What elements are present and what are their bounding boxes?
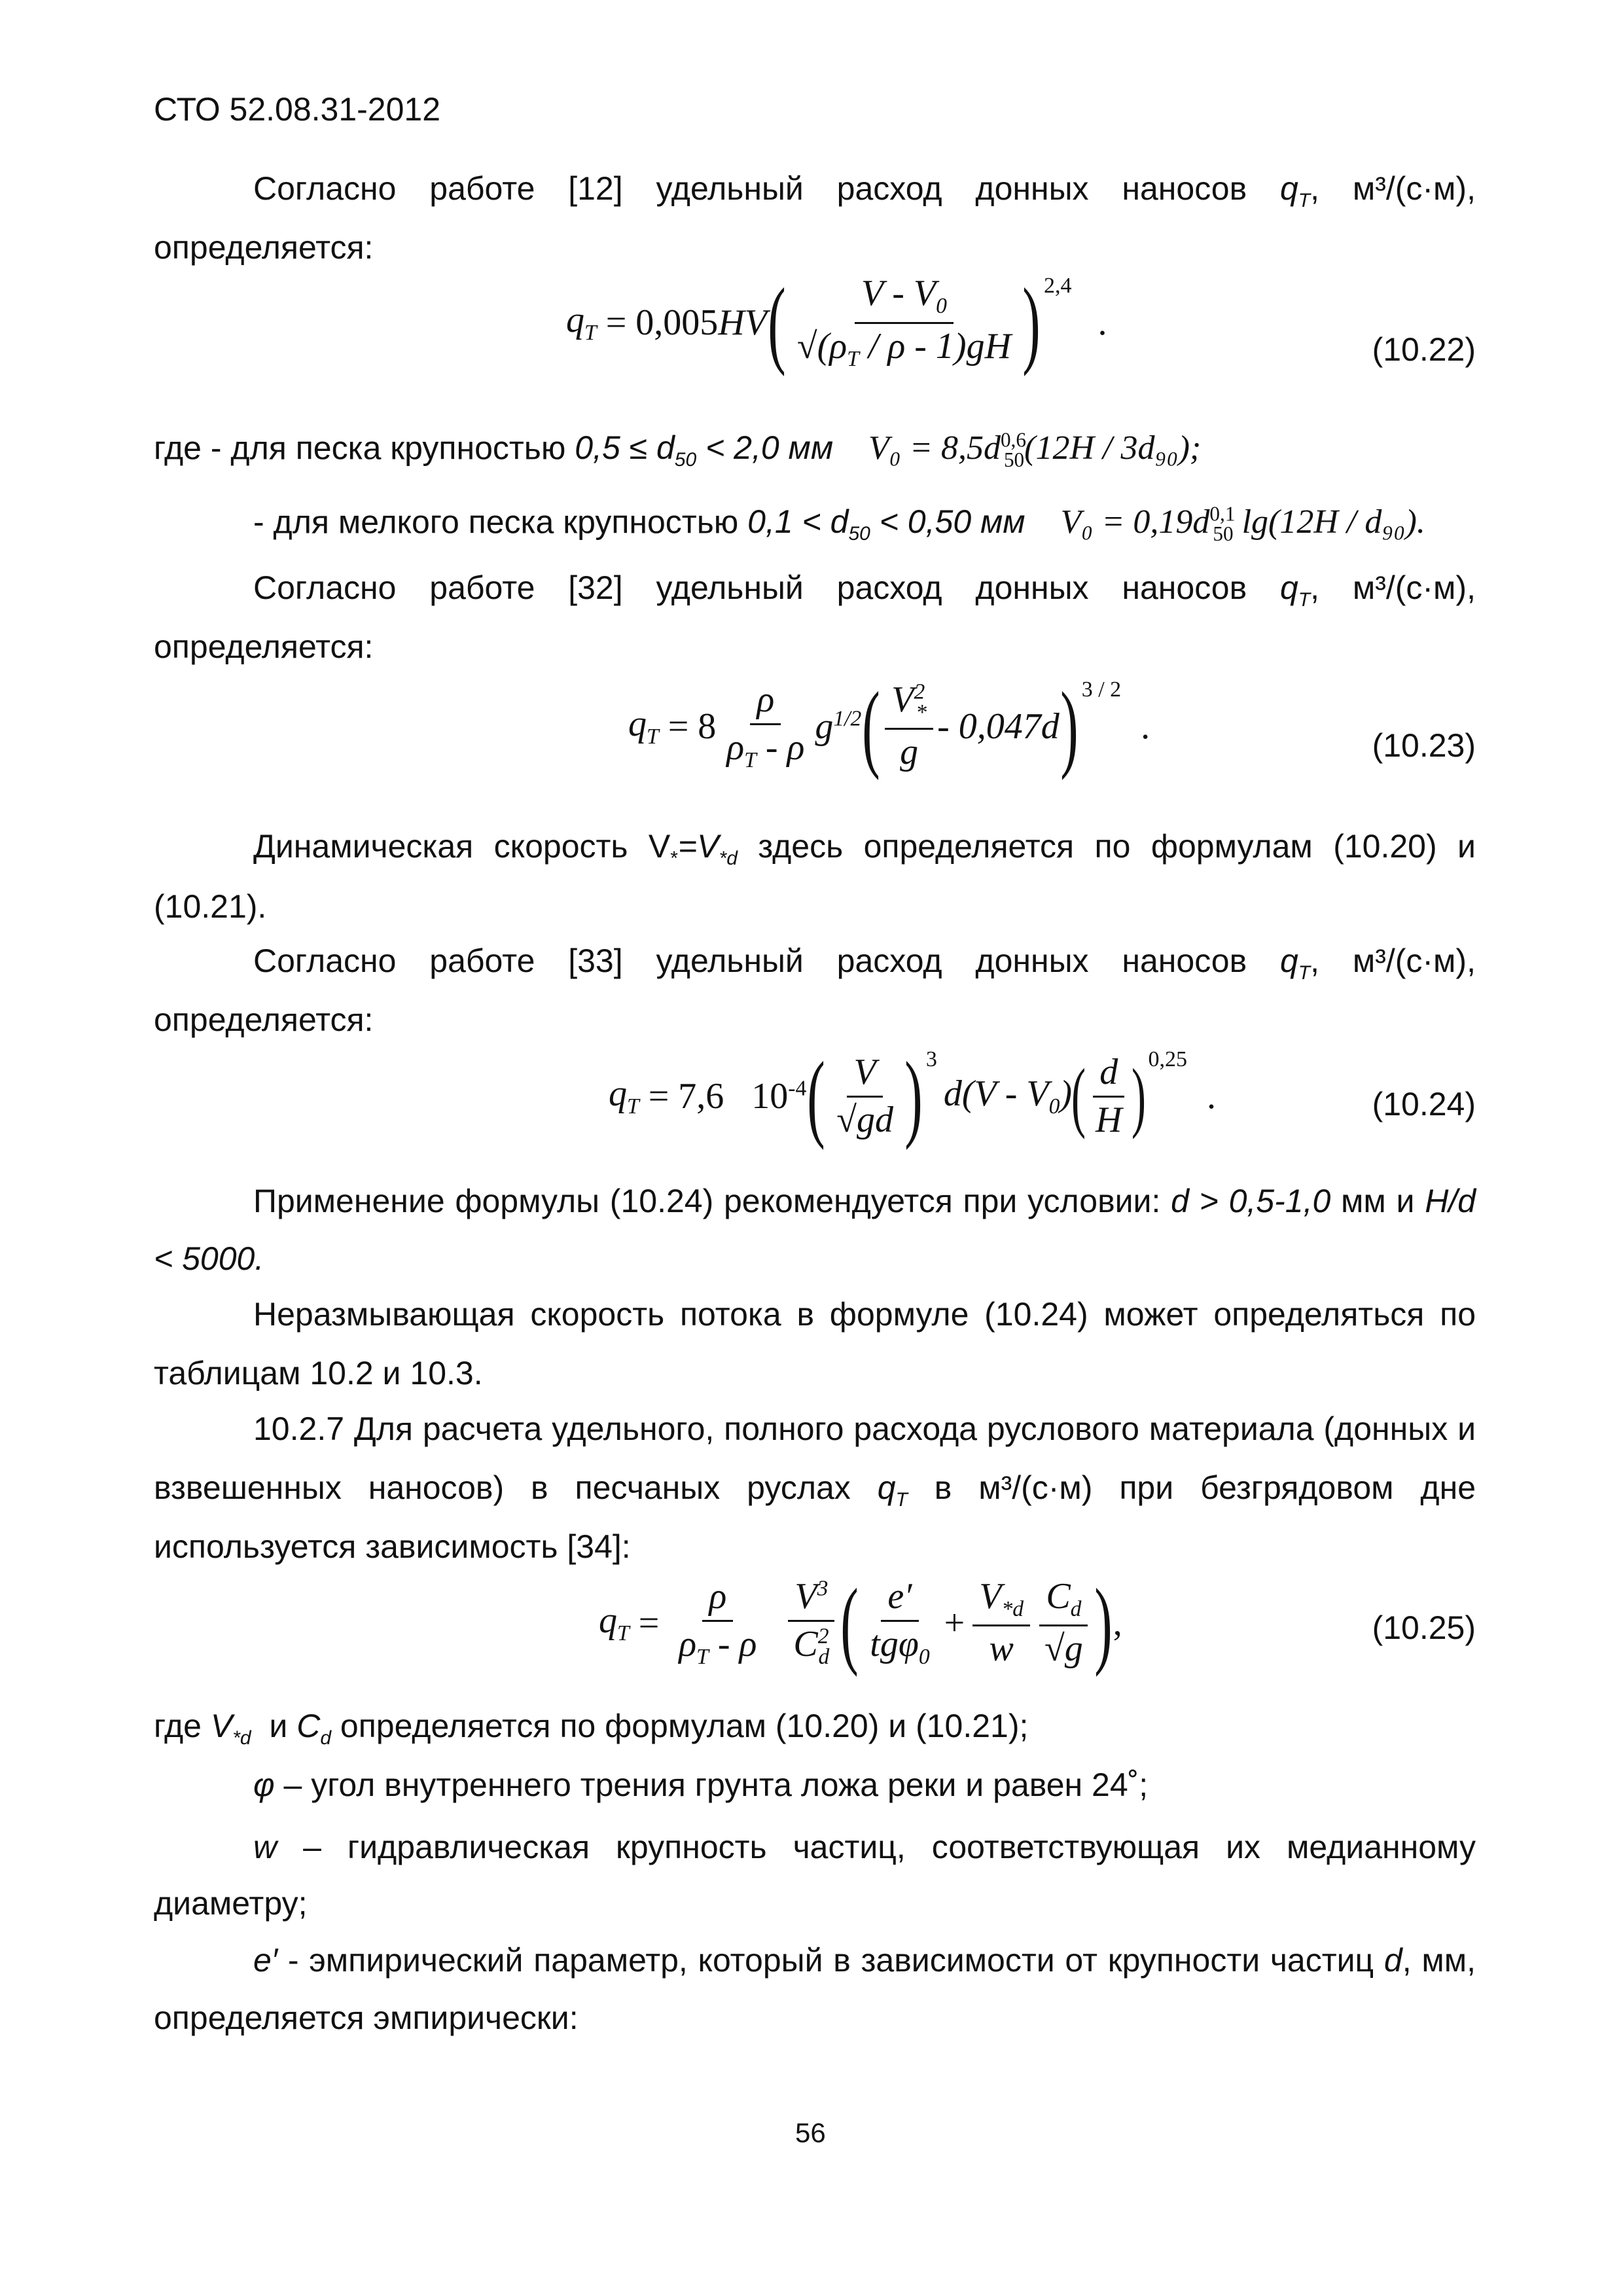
fraction-den: tgφ$_0$ [870,1623,930,1669]
d-symbol: d [1383,1942,1402,1979]
paragraph-2-line-1 [154,562,1476,626]
text: определяется по формулам (10.20) и (10.21); [331,1708,1029,1744]
eq-mid: $d(V - V_0)$ [943,1073,1073,1119]
text: здесь определяется по формулам (10.20) и [737,828,1476,865]
eq-fraction-dh [1089,1052,1128,1140]
right-paren: ) [904,1042,923,1151]
item-phi [253,1766,1148,1804]
eq-fraction-e [863,1577,936,1670]
eq-inner-end: - 0,047d [937,706,1060,747]
eq-dot: . [1206,1076,1216,1117]
text: - для мелкого песка крупностью [253,503,748,541]
paragraph-4-line-2: определяется: [154,1001,374,1038]
text: Применение формулы (10.24) рекомендуется при условии: [253,1183,1171,1219]
text: - эмпирический параметр, который в зависимости от крупности частиц [277,1942,1384,1979]
paragraph-3-line-2: (10.21). [154,888,267,925]
fraction-den: g [900,732,919,773]
eq-exponent: 3 / 2 [1081,677,1122,702]
paragraph-2-line-2: определяется: [154,628,374,665]
c-symbol: $C_d$ [296,1708,331,1749]
eq-lhs: $q_T$ [599,1600,630,1646]
paragraph-1-line-1 [154,162,1476,227]
paragraph-7-line-3: используется зависимость [34]: [154,1528,631,1565]
unit: , м³/(с·м), [1310,170,1476,207]
paragraph-6-line-1: Неразмывающая скорость потока в формуле (10.24) может определяться по [253,1296,1476,1333]
right-paren: ) [1060,672,1079,781]
fraction-den: $\rho_T$ - ρ [726,726,805,772]
left-paren-2: ( [1071,1052,1086,1139]
eq-fraction [791,274,1018,371]
right-paren-2: ) [1132,1052,1147,1139]
text: где [154,1708,211,1744]
equation-10-23 [628,672,1150,781]
phi-symbol: φ [253,1767,275,1803]
eq-fraction-rho [720,680,811,773]
text: в м³/(с·м) при безгрядовом дне [907,1469,1476,1506]
right-paren: ) [1022,268,1041,377]
paragraph-5-line-2: < 5000. [154,1240,264,1277]
paragraph-4-line-1 [154,935,1476,999]
fraction-num: $C_d$ [1039,1577,1088,1626]
text: Согласно работе [33] удельный расход донных наносов [253,942,1247,979]
fraction-num: ρ [750,680,781,725]
equation-number-10-22: (10.22) [1372,331,1476,368]
text: и [251,1708,297,1744]
condition: $0,1 < d_{50} < 0,50$ мм [747,503,1026,545]
hd-symbol: H/d [1425,1183,1476,1219]
equation-number-10-25: (10.25) [1372,1609,1476,1646]
fraction-den: √gd [836,1099,893,1140]
where-line-3 [154,1707,1028,1749]
condition: > 0,5-1,0 [1188,1183,1331,1219]
unit: , м³/(с·м), [1310,942,1476,979]
paragraph-1-line-2: определяется: [154,229,374,266]
fraction-num: V [847,1052,882,1098]
fraction-num: d [1093,1052,1124,1098]
where-line-2 [253,503,1425,546]
condition: $0,5 \le d_{50} < 2,0$ мм [575,429,834,471]
v0-formula: $V_0 = 0,19d^{0,1}_{50}$ lg(12H / d₉₀). [1060,503,1425,545]
text: – гидравлическая крупность частиц, соответствующая их медианному [277,1829,1476,1865]
eq-fraction-cg [1038,1577,1090,1670]
w-symbol: w [253,1829,277,1865]
eq-sign: = [638,1603,660,1643]
eq-exponent: 2,4 [1043,274,1072,298]
eq-exponent-1: 3 [925,1047,937,1071]
eq-fraction-rho [672,1577,763,1670]
unit: , м³/(с·м), [1310,569,1476,606]
e-symbol: e′ [253,1942,278,1979]
eq-plus: + [944,1603,965,1643]
g-term: $g^{1/2}$ [815,706,862,747]
fraction-num: $V^3$ [788,1577,834,1622]
fraction-num: $V_{*d}$ [972,1577,1030,1626]
fraction-den: w [989,1628,1014,1670]
left-paren: ( [807,1042,825,1151]
item-w-line-1 [154,1821,1476,1873]
eq-fraction-v [885,680,933,773]
text: , мм, [1402,1942,1476,1979]
text: Согласно работе [32] удельный расход донных наносов [253,569,1247,606]
equation-number-10-24: (10.24) [1372,1086,1476,1122]
eq-lhs: $q_T$ [609,1073,639,1119]
fraction-den: H [1096,1099,1122,1140]
fraction-num: $V^2_*$ [885,680,933,730]
eq-dot: . [1097,302,1107,343]
eq-exponent-2: 0,25 [1148,1047,1187,1071]
fraction-num: ρ [702,1577,733,1622]
paragraph-3-line-1: Динамическая скорость $V_*=V_{*d}$ здесь определяется по формулам (10.20) и [253,828,1476,869]
fraction-num: e′ [881,1577,918,1622]
eq-comma: , [1113,1603,1122,1643]
q-symbol: $q_T$ [1279,942,1311,984]
fraction-den: $√(\rho_T$ / ρ - 1)gH [796,325,1012,371]
text: мм и [1330,1183,1425,1219]
eq-hv: HV [718,302,767,343]
eq-coef: = 7,6 $10^{-4}$ [648,1076,807,1117]
fraction-den: $C^2_d$ [793,1623,830,1669]
eq-fraction-v [830,1052,900,1140]
right-paren: ) [1094,1569,1113,1677]
where-line-1 [154,429,1201,472]
paragraph-6-line-2: таблицам 10.2 и 10.3. [154,1355,483,1391]
eq-lhs: $q_T$ [566,300,597,346]
page-number: 56 [795,2117,826,2148]
q-symbol: $q_T$ [1279,569,1311,611]
text: где - для песка крупностью [154,429,575,467]
v0-formula: $V_0 = 8,5d^{0,6}_{50}(12H / 3d_{90})$; [868,429,1202,471]
text: – угол внутреннего трения грунта ложа реки и равен 24˚; [274,1767,1149,1803]
q-symbol: $q_T$ [1279,170,1311,211]
eq-dot: . [1141,706,1150,747]
text: Согласно работе [12] удельный расход донных наносов [253,170,1247,207]
text: взвешенных наносов) в песчаных руслах [154,1469,878,1506]
fraction-num: V - $V_0$ [855,274,954,323]
q-symbol: $q_T$ [877,1469,908,1511]
equation-10-25 [599,1569,1122,1677]
eq-fraction-vc [787,1577,836,1670]
equation-10-24 [609,1042,1216,1151]
document-header: СТО 52.08.31-2012 [154,91,441,128]
fraction-den: $\rho_T$ - ρ [679,1623,757,1669]
item-w-line-2: диаметру; [154,1885,308,1922]
eq-fraction-vw [972,1577,1030,1670]
equation-number-10-23: (10.23) [1372,727,1476,764]
paragraph-5-line-1 [154,1175,1476,1227]
fraction-den: √g [1044,1628,1083,1670]
eq-coef: = 8 [668,706,717,747]
eq-coef: = 0,005 [605,302,719,343]
eq-lhs: $q_T$ [628,704,659,749]
item-e-line-2: определяется эмпирически: [154,2000,579,2036]
left-paren: ( [840,1569,859,1677]
left-paren: ( [862,672,881,781]
paragraph-7-line-2 [154,1462,1476,1526]
paragraph-7-line-1: 10.2.7 Для расчета удельного, полного расхода руслового материала (донных и [253,1410,1476,1447]
equation-10-22 [566,268,1107,377]
left-paren: ( [768,268,786,377]
v-symbol: $V_{*d}$ [210,1708,251,1749]
d-symbol: d [1171,1183,1189,1219]
text: Динамическая скорость V [253,828,671,865]
v-star: =V [677,828,719,865]
item-e-line-1 [154,1934,1476,1986]
